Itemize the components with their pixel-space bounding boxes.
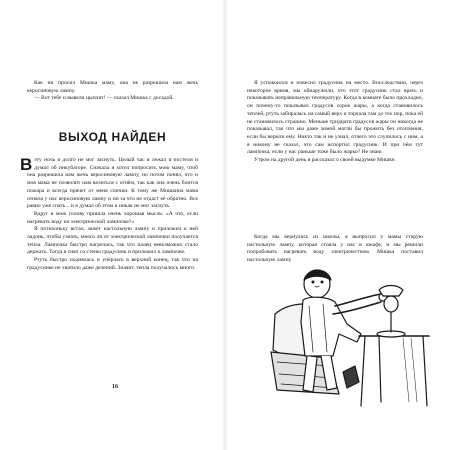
paragraph: Вдруг в мою голову пришла очень хорошая мысль: «А что, если нагревать воду на электрической лампочке?» [27, 210, 198, 225]
right-bottom-text [247, 234, 423, 265]
drop-cap: В [20, 155, 33, 174]
intro-text [27, 80, 198, 103]
first-paragraph [20, 155, 198, 211]
right-top-text [247, 80, 423, 165]
paragraph: Когда мы вернулись из школы, я выпросил у мамы старую настольную лампу, которая стояла у нас в шкафу, и мы решили попробовать нагревать воду электричеством. Мишка поставил настольную лампу [247, 234, 423, 264]
page-number: 16 [112, 384, 118, 390]
paragraph: Утром на другой день я рассказал о своей выдумке Мишке. [254, 157, 396, 164]
chapter-text [20, 155, 198, 273]
paragraph: Я потихоньку встал, зажёг настольную лампу и приложил к ней ладонь, чтобы узнать, много ли от электрической лампочки получается тепла. Лампочка быстро нагрелась, так что палец невозможно стало держать. Тогда я снял со стены градусник и приложил к лампочке. [27, 226, 198, 256]
right-page [225, 0, 450, 450]
paragraph: Я успокоился и повесил градусник на место. Впоследствии, через некоторое время, мы обнаружили, что этот градусник стал врать и показывать неправильную температуру. Когда в комнате было прохладно, он почему-то показывал градусов сорок жары, а когда становилось теплей, ртуть забиралась на самый верх и торчала там до тех пор, пока ей не становилось страшно. Меньше тридцати градусов жары он никогда не показывал, так что мы даже зимой могли бы прожить без отопления, если бы верили ему. Никто так и не узнал, отчего это случилось с ним, а я никому не сказал, что сам испортил градусник. И при чём тут лампочка, если у нас раньше тоже было жарко? Не знаю. [247, 80, 423, 156]
paragraph: — Вот тебе и вывели цыплят! — сказал Мишка с досадой. [34, 95, 174, 102]
paragraph: Ртуть быстро поднялась и упёрлась в верхний конец, так что на градуснике не хватило даже делений. Значит, тепла получалось много. [27, 257, 198, 271]
paragraph: Как ни просил Мишка маму, она не разрешила нам жечь керосиновую лампу. [27, 80, 198, 94]
boy-with-lamp-illustration [269, 262, 434, 410]
first-paragraph-text: эту ночь я долго не мог заснуть. Целый час я лежал в постели и думал об инкубаторе. Сначала я хотел попросить мою маму, чтоб она разрешила нам жечь керосиновую лампу, но потом понял, что и моя мама не позволит нам возиться с огнём, так как она очень боится пожара и всегда прячет от меня спички. К тому же Мишкина мама отняла у нас керосиновую лампу и ни за что не отдаст её обратно. Все равно уже спать... и я думал об этом и никак не мог заснуть. [27, 157, 198, 210]
chapter-heading: ВЫХОД НАЙДЕН [58, 130, 167, 144]
